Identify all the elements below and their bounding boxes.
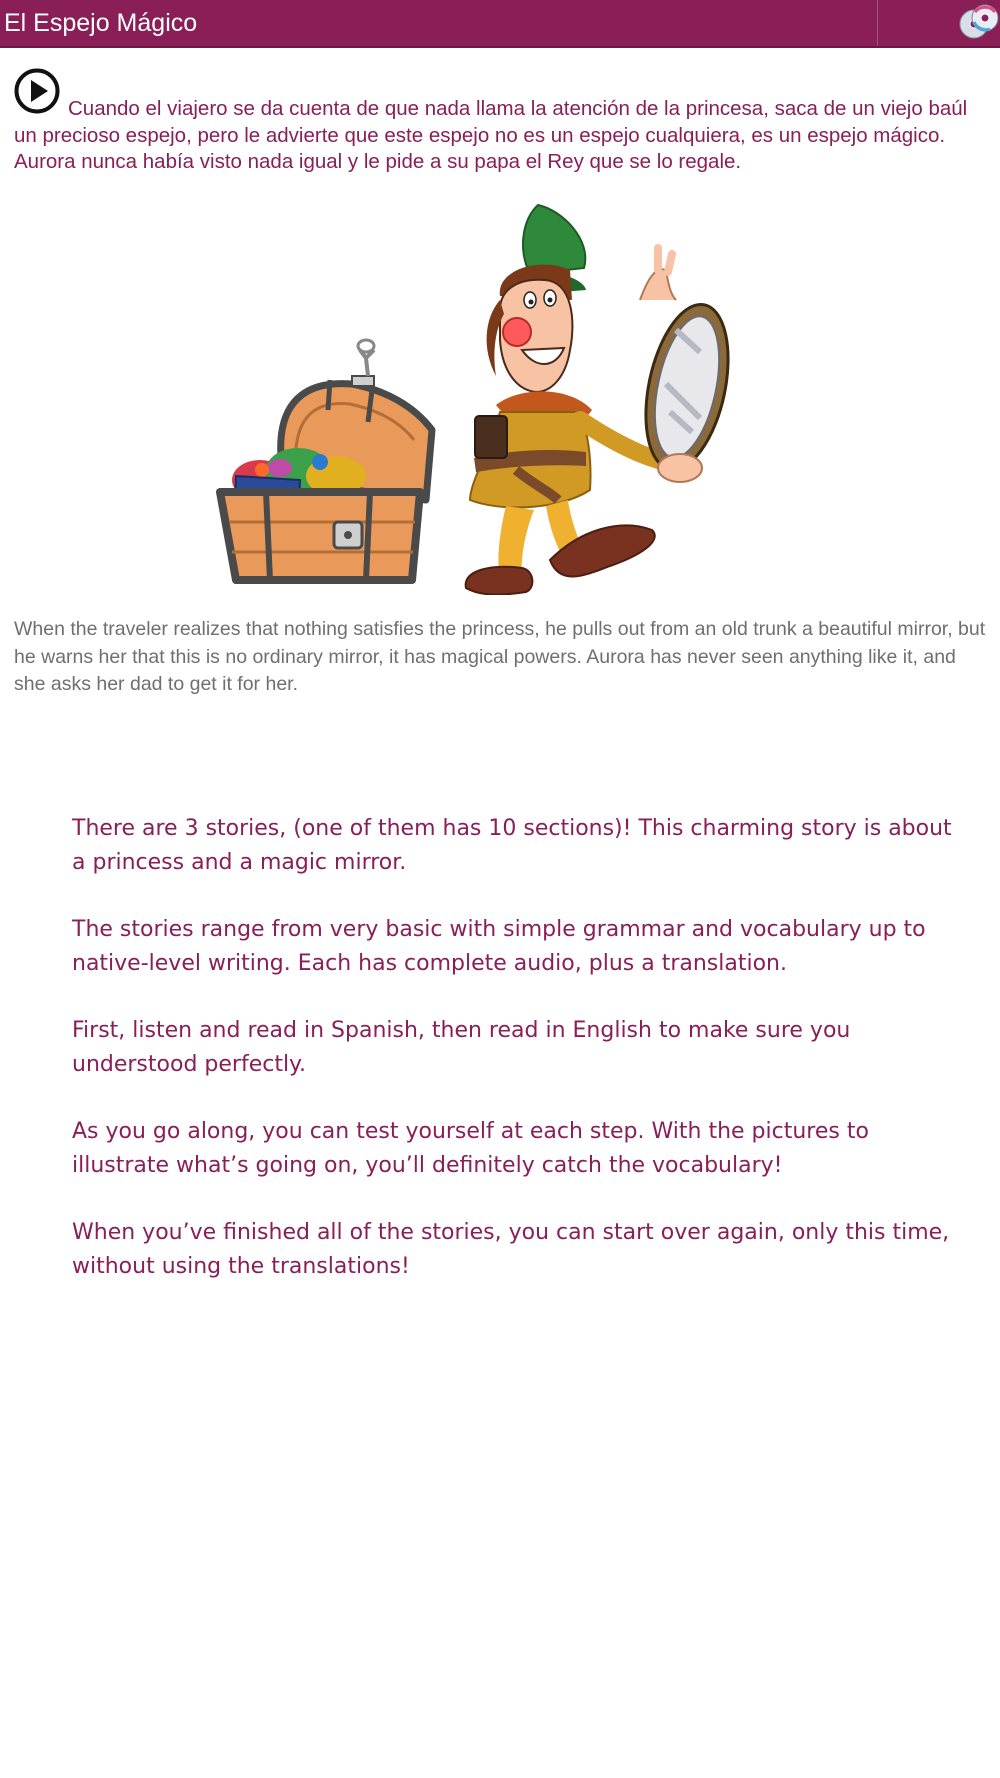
description-paragraph: When you’ve finished all of the stories, you can start over again, only this time, without using the translations!: [72, 1220, 950, 1279]
description-paragraph: The stories range from very basic with simple grammar and vocabulary up to native-level writing. Each has complete audio, plus a translation.: [72, 917, 926, 976]
description-paragraph: There are 3 stories, (one of them has 10 sections)! This charming story is about a princess and a magic mirror.: [72, 816, 952, 875]
traveler-character-illustration: [466, 205, 742, 595]
description-paragraph: As you go along, you can test yourself at each step. With the pictures to illustrate what’s going on, you’ll definitely catch the vocabulary!: [72, 1119, 869, 1178]
story-illustration: [200, 200, 760, 595]
treasure-chest-illustration: [220, 340, 432, 580]
page-title: El Espejo Mágico: [4, 9, 198, 37]
app-description: [72, 812, 972, 1317]
app-header: [0, 0, 1000, 48]
english-translation-text: When the traveler realizes that nothing satisfies the princess, he pulls out from an old trunk a beautiful mirror, but he warns her that this is no ordinary mirror, it has magical powers. Aurora has never seen anything like it, and she asks her dad to get it for her.: [14, 618, 986, 695]
cd-disc-icon[interactable]: [955, 2, 1000, 42]
spanish-story-text: Cuando el viajero se da cuenta de que nada llama la atención de la princesa, saca de un viejo baúl un precioso espejo, pero le advierte que este espejo no es un espejo cualquiera, es un espejo mágico. Aurora nunca había visto nada igual y le pide a su papa el Rey que se lo regale.: [14, 97, 968, 173]
description-paragraph: First, listen and read in Spanish, then read in English to make sure you understood perfectly.: [72, 1018, 851, 1077]
header-divider: [877, 0, 878, 46]
